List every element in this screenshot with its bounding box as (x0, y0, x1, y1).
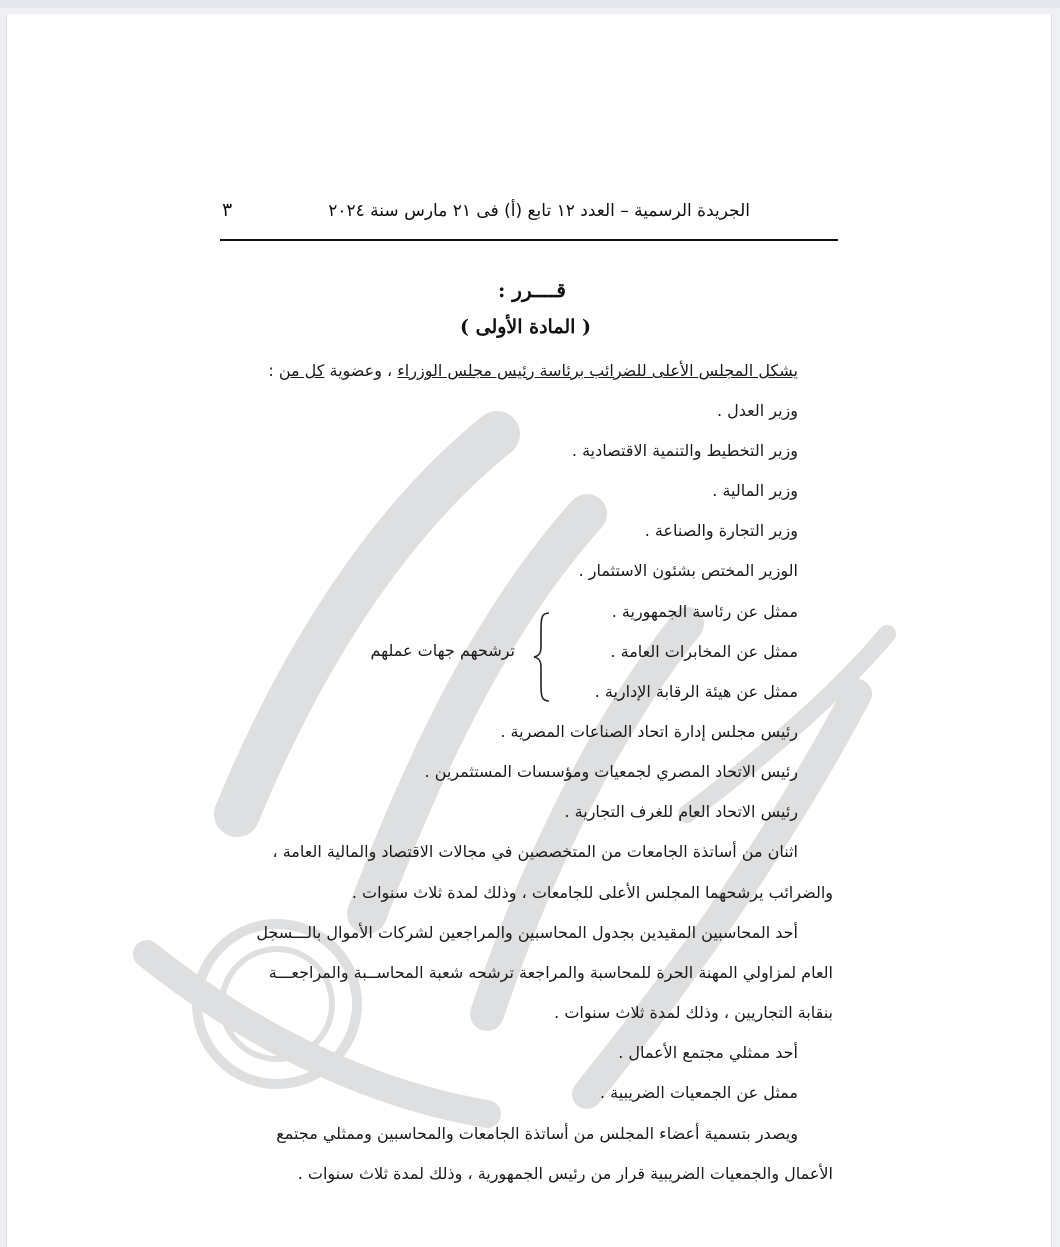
intro-part-end: : (268, 361, 279, 380)
intro-part-middle: ، وعضوية (324, 361, 398, 380)
page-number: ٣ (222, 199, 233, 221)
article-title: ( المادة الأولى ) (460, 316, 591, 338)
gazette-title: الجريدة الرسمية – العدد ١٢ تابع (أ) فى ٢١ مارس سنة ٢٠٢٤ (328, 201, 750, 221)
document-page (6, 14, 1052, 1247)
naming-line-1: ويصدر بتسمية أعضاء المجلس من أساتذة الجامعات والمحاسبين وممثلي مجتمع (276, 1124, 798, 1143)
member-item: ممثل عن هيئة الرقابة الإدارية . (594, 682, 798, 701)
member-item: وزير العدل . (716, 401, 798, 420)
accountants-line-2: العام لمزاولي المهنة الحرة للمحاسبة والمراجعة ترشحه شعبة المحاســبة والمراجعـــة (268, 963, 833, 982)
professors-line-2: والضرائب يرشحهما المجلس الأعلى للجامعات ، وذلك لمدة ثلاث سنوات . (351, 883, 833, 902)
intro-part-underlined-2: كل من (278, 361, 325, 380)
member-item: ممثل عن المخابرات العامة . (610, 642, 798, 661)
business-representative: أحد ممثلي مجتمع الأعمال . (618, 1043, 798, 1062)
member-item: رئيس الاتحاد العام للغرف التجارية . (564, 802, 798, 821)
page-content (7, 14, 1051, 1247)
member-item: وزير التجارة والصناعة . (644, 521, 798, 540)
intro-sentence (268, 361, 798, 380)
intro-part-underlined: يشكل المجلس الأعلى للضرائب برئاسة رئيس مجلس الوزراء (397, 361, 798, 380)
brace-note: ترشحهم جهات عملهم (370, 641, 515, 660)
naming-line-2: الأعمال والجمعيات الضريبية قرار من رئيس الجمهورية ، وذلك لمدة ثلاث سنوات . (297, 1164, 833, 1183)
member-item: وزير التخطيط والتنمية الاقتصادية . (571, 441, 798, 460)
member-item: رئيس مجلس إدارة اتحاد الصناعات المصرية . (500, 722, 798, 741)
accountants-line-3: بنقابة التجاريين ، وذلك لمدة ثلاث سنوات . (554, 1003, 833, 1022)
member-item: ممثل عن رئاسة الجمهورية . (611, 602, 798, 621)
curly-brace-icon (531, 611, 555, 703)
member-item: وزير المالية . (712, 481, 798, 500)
member-item: الوزير المختص بشئون الاستثمار . (578, 561, 798, 580)
viewer-top-bar (0, 0, 1060, 8)
running-header (220, 199, 838, 241)
professors-line-1: اثنان من أساتذة الجامعات من المتخصصين في مجالات الاقتصاد والمالية العامة ، (272, 842, 798, 861)
member-item: رئيس الاتحاد المصري لجمعيات ومؤسسات المستثمرين . (424, 762, 798, 781)
decision-heading: قــــرر : (497, 278, 566, 302)
tax-associations-representative: ممثل عن الجمعيات الضريبية . (599, 1083, 798, 1102)
accountants-line-1: أحد المحاسبين المقيدين بجدول المحاسبين والمراجعين لشركات الأموال بالـــسجل (256, 923, 798, 942)
